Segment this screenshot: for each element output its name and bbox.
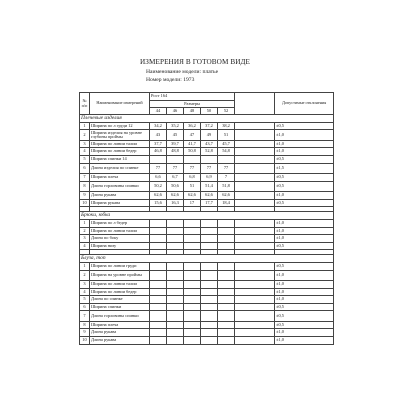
section-title: Плечевые изделия [80,115,334,123]
size-value [201,311,218,321]
table-row [80,122,334,130]
header-num: № п/п [80,93,90,115]
measurement-name: Длина рукава [90,191,150,199]
size-value: 50,8 [184,148,201,156]
section-title-row [80,255,334,263]
table-row [80,288,334,296]
table-row [80,199,334,207]
blank-cell [235,227,275,235]
size-value [184,296,201,304]
measurement-name: Ширина по линии бедер [90,148,150,156]
measurement-name: Ширина спинки [90,303,150,311]
size-value [201,296,218,304]
size-value [218,321,235,329]
table-row [80,242,334,250]
row-number: 3 [80,235,90,243]
measurement-name: Ширина плеча [90,321,150,329]
size-value [167,155,184,163]
size-value [218,155,235,163]
row-number: 10 [80,199,90,207]
row-number: 1 [80,122,90,130]
tolerance-value: ±0,5 [275,263,334,271]
size-value: 43,7 [201,140,218,148]
size-value [150,155,167,163]
size-value [167,281,184,289]
size-value [184,311,201,321]
size-value: 54,8 [218,148,235,156]
size-value [150,329,167,337]
size-value [167,227,184,235]
measurement-name: Ширина изделия на уровне глубины проймы [90,130,150,140]
size-value: 49 [201,130,218,140]
size-value: 50,6 [167,181,184,191]
tolerance-value: ±1,0 [275,148,334,156]
blank-cell [235,235,275,243]
blank-cell [235,321,275,329]
row-number: 3 [80,281,90,289]
blank-cell [235,155,275,163]
size-value: 41,7 [184,140,201,148]
size-value [150,219,167,227]
size-value [218,296,235,304]
size-value: 77 [184,163,201,173]
size-value: 77 [167,163,184,173]
size-header-cell: 44 [150,108,167,115]
measurement-name: Ширина низу [90,242,150,250]
blank-cell [235,270,275,280]
size-value [167,321,184,329]
blank-cell [235,148,275,156]
row-number: 5 [80,296,90,304]
measurements-table [79,92,334,345]
table-row [80,191,334,199]
size-value: 7 [218,173,235,181]
size-value [218,270,235,280]
row-number: 7 [80,311,90,321]
blank-cell [235,140,275,148]
tolerance-value: ±1,0 [275,329,334,337]
tolerance-value: ±1,0 [275,130,334,140]
size-value [218,235,235,243]
section-title-row [80,115,334,123]
measurement-name: Ширина по линии талии [90,140,150,148]
blank-cell [235,219,275,227]
size-value [150,303,167,311]
size-value [201,288,218,296]
tolerance-value: ±1,0 [275,227,334,235]
size-value [184,263,201,271]
size-value: 62,6 [150,191,167,199]
size-value: 45,7 [218,140,235,148]
row-number: 4 [80,148,90,156]
row-number: 4 [80,242,90,250]
size-value: 37,2 [201,122,218,130]
tolerance-value: ±0,5 [275,122,334,130]
measurement-name: Ширина по линии талии [90,227,150,235]
size-value: 6,8 [184,173,201,181]
size-value [167,219,184,227]
measurement-name: Ширина по линии талии [90,281,150,289]
measurement-name: Ширина по линии бедер [90,288,150,296]
size-value [184,303,201,311]
tolerance-value: ±1,0 [275,270,334,280]
header-name: Наименование измерений [90,93,150,115]
size-value [150,235,167,243]
measurement-name: Длина по спинке [90,296,150,304]
tolerance-value: ±1,0 [275,219,334,227]
measurement-name: Длина рукава [90,329,150,337]
size-value [218,288,235,296]
size-value [150,288,167,296]
section-title-row [80,212,334,220]
size-value [201,235,218,243]
size-value: 45 [167,130,184,140]
blank-cell [235,311,275,321]
row-number: 4 [80,288,90,296]
row-number: 3 [80,140,90,148]
size-value [184,155,201,163]
size-value: 51 [184,181,201,191]
size-value: 46,8 [150,148,167,156]
size-header-cell: 46 [167,108,184,115]
size-value [218,281,235,289]
measurement-name: Длина по боку [90,235,150,243]
table-body [80,93,334,345]
table-row [80,227,334,235]
size-value [150,296,167,304]
size-value [184,288,201,296]
size-header-cell: 48 [184,108,201,115]
blank-cell [235,173,275,181]
tolerance-value: ±1,0 [275,235,334,243]
size-value [167,270,184,280]
tolerance-value: ±1,0 [275,191,334,199]
row-number: 9 [80,329,90,337]
table-row [80,263,334,271]
size-value [184,337,201,345]
size-value: 35,2 [167,122,184,130]
table-row [80,219,334,227]
blank-cell [235,303,275,311]
size-value [150,263,167,271]
size-value: 48,8 [167,148,184,156]
size-value [184,219,201,227]
size-value [167,296,184,304]
size-value [150,311,167,321]
size-value: 77 [201,163,218,173]
row-number: 9 [80,191,90,199]
document-title: ИЗМЕРЕНИЯ В ГОТОВОМ ВИДЕ [140,58,251,66]
section-title: Блуза, топ [80,255,334,263]
model-name: Наименование модели: платье [146,69,219,75]
size-header-cell: 52 [218,108,235,115]
measurement-name: Длина горловины спинки [90,311,150,321]
table-row [80,329,334,337]
size-value [218,227,235,235]
tolerance-value: ±0,5 [275,321,334,329]
size-value: 38,2 [218,122,235,130]
size-value [218,337,235,345]
measurement-name: Ширина по л груди 12 [90,122,150,130]
row-number: 2 [80,270,90,280]
size-value: 50,2 [150,181,167,191]
blank-cell [235,296,275,304]
tolerance-value: ±1,0 [275,140,334,148]
tolerance-value: ±0,5 [275,199,334,207]
size-value: 6,7 [167,173,184,181]
table-row [80,235,334,243]
table-row [80,181,334,191]
measurement-name: Ширина на уровне проймы [90,270,150,280]
table-row [80,148,334,156]
size-value: 51,4 [201,181,218,191]
size-value [218,311,235,321]
header-blank [235,93,275,115]
size-value: 62,6 [218,191,235,199]
size-value [150,337,167,345]
table-row [80,303,334,311]
measurement-name: Ширина плеча [90,173,150,181]
size-value [150,321,167,329]
tolerance-value: ±1,0 [275,296,334,304]
size-value [150,270,167,280]
table-row [80,311,334,321]
row-number: 5 [80,155,90,163]
measurement-name: Длина изделия по спинке [90,163,150,173]
size-value [184,227,201,235]
section-title: Брюки, юбка [80,212,334,220]
size-value [150,242,167,250]
row-number: 10 [80,337,90,345]
size-value [167,329,184,337]
size-value: 36,2 [184,122,201,130]
size-value: 18,4 [218,199,235,207]
blank-cell [235,199,275,207]
tolerance-value: ±0,5 [275,173,334,181]
tolerance-value: ±0,5 [275,311,334,321]
row-number: 6 [80,303,90,311]
tolerance-value: ±1,0 [275,337,334,345]
measurement-name: Ширина спинки 14 [90,155,150,163]
size-value [150,281,167,289]
size-value [184,321,201,329]
size-value [167,288,184,296]
size-value [201,270,218,280]
size-value [201,219,218,227]
size-value [218,329,235,337]
table-row [80,155,334,163]
blank-cell [235,281,275,289]
table-row [80,296,334,304]
size-value [167,263,184,271]
size-value [201,281,218,289]
table-row [80,281,334,289]
size-value: 52,8 [201,148,218,156]
tolerance-value: ±0,5 [275,303,334,311]
size-value [201,303,218,311]
size-value [218,242,235,250]
size-value [218,263,235,271]
size-value: 17 [184,199,201,207]
size-value [167,303,184,311]
table-row [80,163,334,173]
header-height: Рост 164 [150,93,235,101]
blank-cell [235,163,275,173]
size-value [201,321,218,329]
size-value: 6,6 [150,173,167,181]
size-value: 51,8 [218,181,235,191]
measurement-name: Ширина рукава [90,199,150,207]
blank-cell [235,337,275,345]
header-sizes: Размеры [150,101,235,108]
row-number: 7 [80,173,90,181]
size-value: 47 [184,130,201,140]
tolerance-value: ±1,0 [275,288,334,296]
size-value [201,227,218,235]
blank-cell [235,122,275,130]
row-number: 8 [80,321,90,329]
size-value: 62,6 [201,191,218,199]
size-value [218,219,235,227]
measurement-name: Ширина по линии груди [90,263,150,271]
size-value [167,242,184,250]
size-value [184,281,201,289]
size-value [201,337,218,345]
tolerance-value: ±0,5 [275,181,334,191]
size-value: 16,3 [167,199,184,207]
size-value: 34,2 [150,122,167,130]
header-tolerance: Допустимые отклонения [275,93,334,115]
measurement-name: Длина горловины спинки [90,181,150,191]
tolerance-value: ±1,5 [275,163,334,173]
row-number: 1 [80,263,90,271]
tolerance-value: ±0,5 [275,242,334,250]
row-number: 6 [80,163,90,173]
size-value: 77 [150,163,167,173]
size-value [184,270,201,280]
blank-cell [235,191,275,199]
size-value [150,227,167,235]
table-row [80,321,334,329]
blank-cell [235,181,275,191]
size-value: 39,7 [167,140,184,148]
size-value [167,337,184,345]
blank-cell [235,263,275,271]
size-header-cell: 50 [201,108,218,115]
size-value [184,329,201,337]
size-value [218,303,235,311]
size-value: 6,9 [201,173,218,181]
row-number: 2 [80,130,90,140]
size-value: 17,7 [201,199,218,207]
table-row [80,337,334,345]
size-value: 37,7 [150,140,167,148]
blank-cell [235,288,275,296]
model-number: Номер модели: 1973 [146,77,195,83]
blank-cell [235,130,275,140]
tolerance-value: ±0,5 [275,155,334,163]
blank-cell [235,329,275,337]
size-value: 77 [218,163,235,173]
size-value [201,329,218,337]
table-row [80,270,334,280]
blank-cell [235,242,275,250]
size-value [201,263,218,271]
table-row [80,173,334,181]
size-value [184,242,201,250]
size-value: 62,6 [184,191,201,199]
size-value [167,235,184,243]
size-value [201,155,218,163]
measurement-name: Длина рукава [90,337,150,345]
tolerance-value: ±1,0 [275,281,334,289]
size-value: 62,6 [167,191,184,199]
row-number: 2 [80,227,90,235]
size-value [201,242,218,250]
row-number: 1 [80,219,90,227]
size-value [167,311,184,321]
measurement-name: Ширина по л бедер [90,219,150,227]
size-value: 51 [218,130,235,140]
size-value: 43 [150,130,167,140]
table-row [80,130,334,140]
size-value [184,235,201,243]
size-value: 15,6 [150,199,167,207]
table-row [80,140,334,148]
row-number: 8 [80,181,90,191]
